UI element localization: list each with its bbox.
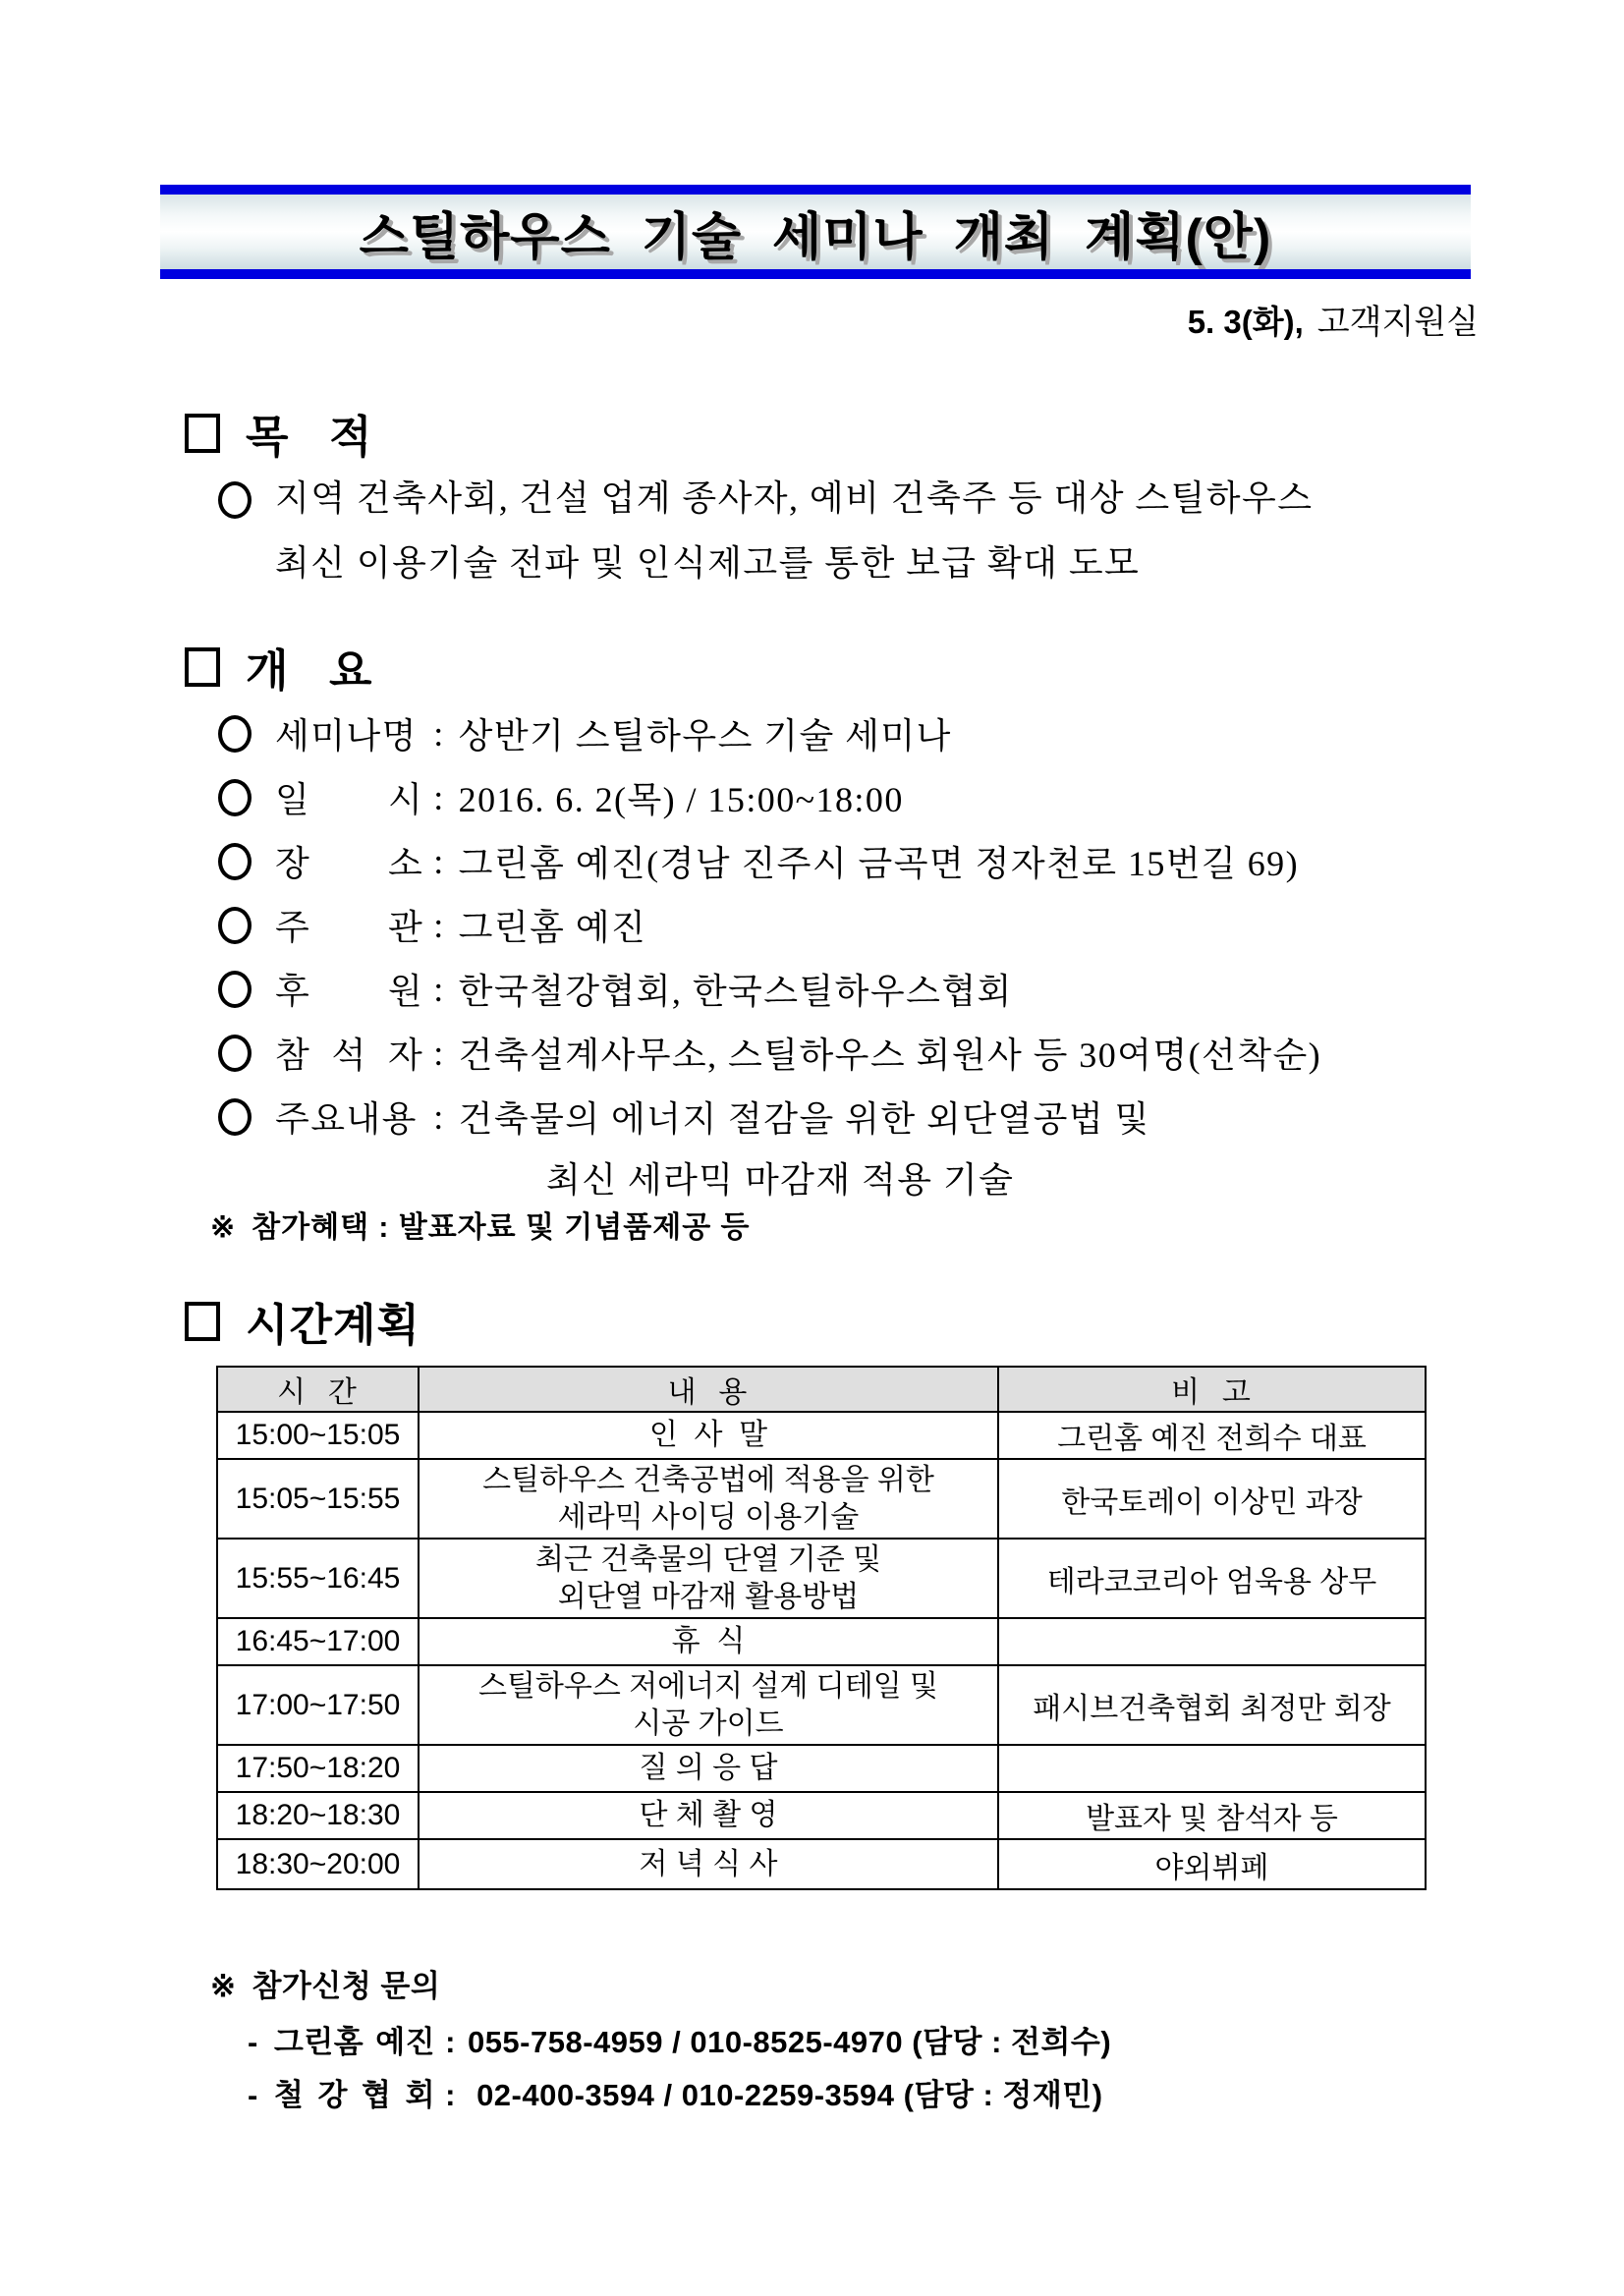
- schedule-table: [216, 1366, 1427, 1890]
- cell-note: 패시브건축협회 최정만 회장: [998, 1665, 1426, 1745]
- cell-note: 한국토레이 이상민 과장: [998, 1459, 1426, 1539]
- label-separator: :: [433, 713, 445, 754]
- circle-bullet-icon: [218, 779, 252, 816]
- reference-mark-icon: ※: [210, 1969, 237, 2003]
- overview-value: 건축설계사무소, 스틸하우스 회원사 등 30여명(선착순): [458, 1036, 1322, 1075]
- cell-content: 스틸하우스 저에너지 설계 디테일 및 시공 가이드: [419, 1665, 998, 1745]
- cell-time: 15:00~15:05: [217, 1412, 419, 1459]
- table-row: [217, 1618, 1426, 1665]
- contact-value: 055-758-4959 / 010-8525-4970 (담당 : 전희수): [467, 2025, 1112, 2059]
- section-heading-purpose: [185, 401, 372, 465]
- col-header-note: 비 고: [998, 1367, 1426, 1412]
- cell-content: 최근 건축물의 단열 기준 및 외단열 마감재 활용방법: [419, 1539, 998, 1618]
- overview-heading-label: 개 요: [246, 645, 373, 696]
- purpose-heading-label: 목 적: [246, 412, 373, 462]
- label-separator: :: [433, 841, 445, 881]
- overview-label: 세미나명: [275, 716, 418, 756]
- dash-bullet: -: [248, 2025, 258, 2059]
- cell-content: 스틸하우스 건축공법에 적용을 위한 세라믹 사이딩 이용기술: [419, 1459, 998, 1539]
- table-row: [217, 1539, 1426, 1618]
- date-text: 5. 3(화),: [1187, 304, 1304, 340]
- dash-bullet: -: [248, 2078, 258, 2112]
- table-row: [217, 1665, 1426, 1745]
- square-bullet-icon: [185, 647, 220, 687]
- overview-item-datetime: [218, 765, 1495, 829]
- dept-text: 고객지원실: [1316, 305, 1479, 341]
- overview-item-attendees: [218, 1021, 1495, 1085]
- purpose-text: [275, 466, 1513, 595]
- overview-value: 그린홈 예진: [458, 908, 647, 947]
- schedule-table-wrapper: [216, 1366, 1425, 1890]
- circle-bullet-icon: [218, 971, 252, 1008]
- cell-note: 테라코코리아 엄욱용 상무: [998, 1539, 1426, 1618]
- overview-item-host: [218, 893, 1495, 957]
- section-heading-overview: [185, 635, 372, 699]
- label-separator: :: [433, 1096, 445, 1137]
- contact-value: 02-400-3594 / 010-2259-3594 (담당 : 정재민): [467, 2078, 1103, 2112]
- square-bullet-icon: [185, 414, 220, 453]
- cell-content: 단 체 촬 영: [419, 1792, 998, 1839]
- title-banner: [160, 185, 1471, 279]
- circle-bullet-icon: [218, 1098, 252, 1136]
- contact-heading-text: 참가신청 문의: [252, 1969, 441, 2003]
- overview-value: 2016. 6. 2(목) / 15:00~18:00: [458, 780, 904, 819]
- overview-label: 주요내용: [275, 1099, 418, 1139]
- date-dept-line: [1188, 295, 1479, 343]
- circle-bullet-icon: [218, 715, 252, 753]
- overview-item-place: [218, 829, 1495, 893]
- contact-heading: [210, 1961, 1111, 2005]
- cell-note: [998, 1618, 1426, 1665]
- table-row: [217, 1839, 1426, 1889]
- circle-bullet-icon: [218, 481, 252, 519]
- circle-bullet-icon: [218, 843, 252, 880]
- purpose-bullet: [218, 466, 1513, 595]
- cell-time: 15:05~15:55: [217, 1459, 419, 1539]
- reference-mark-icon: ※: [210, 1211, 237, 1244]
- overview-item-sponsor: [218, 957, 1495, 1021]
- section-heading-schedule: [185, 1289, 420, 1353]
- table-row: [217, 1412, 1426, 1459]
- overview-value: 상반기 스틸하우스 기술 세미나: [458, 716, 952, 756]
- banner-body: [160, 195, 1471, 269]
- contact-item-greenhome: [210, 2027, 1111, 2058]
- cell-content: 휴 식: [419, 1618, 998, 1665]
- cell-time: 16:45~17:00: [217, 1618, 419, 1665]
- overview-value: 건축물의 에너지 절감을 위한 외단열공법 및: [458, 1099, 1150, 1139]
- label-separator: :: [433, 777, 445, 817]
- table-header-row: [217, 1367, 1426, 1412]
- overview-item-seminar-name: [218, 701, 1495, 765]
- circle-bullet-icon: [218, 1035, 252, 1072]
- cell-note: 그린홈 예진 전희수 대표: [998, 1412, 1426, 1459]
- benefit-text: 참가혜택 : 발표자료 및 기념품제공 등: [252, 1211, 751, 1244]
- cell-note: 발표자 및 참석자 등: [998, 1792, 1426, 1839]
- contact-label: 철 강 협 회: [273, 2078, 436, 2112]
- cell-time: 18:20~18:30: [217, 1792, 419, 1839]
- cell-note: 야외뷔페: [998, 1839, 1426, 1889]
- label-separator: :: [433, 969, 445, 1009]
- contact-label: 그린홈 예진: [273, 2025, 436, 2059]
- overview-label: 일 시: [275, 780, 424, 819]
- cell-time: 17:50~18:20: [217, 1745, 419, 1792]
- overview-value: 그린홈 예진(경남 진주시 금곡면 정자천로 15번길 69): [458, 844, 1300, 883]
- banner-top-bar: [160, 185, 1471, 195]
- table-row: [217, 1745, 1426, 1792]
- square-bullet-icon: [185, 1302, 220, 1341]
- document-title: 스틸하우스 기술 세미나 개최 계획(안): [359, 208, 1272, 266]
- overview-item-topics: [218, 1085, 1495, 1148]
- table-row: [217, 1792, 1426, 1839]
- cell-content: 저 녁 식 사: [419, 1839, 998, 1889]
- cell-content: 질 의 응 답: [419, 1745, 998, 1792]
- overview-label: 참 석 자: [275, 1036, 424, 1075]
- cell-time: 18:30~20:00: [217, 1839, 419, 1889]
- purpose-line-1: 지역 건축사회, 건설 업계 종사자, 예비 건축주 등 대상 스틸하우스: [275, 478, 1314, 518]
- overview-topics-continuation: 최신 세라믹 마감재 적용 기술: [546, 1160, 1015, 1200]
- table-row: [217, 1459, 1426, 1539]
- col-header-content: 내 용: [419, 1367, 998, 1412]
- contact-section: [210, 1961, 1111, 2111]
- schedule-heading-label: 시간계획: [246, 1300, 420, 1350]
- overview-label: 후 원: [275, 972, 424, 1011]
- benefit-note: [210, 1203, 751, 1246]
- cell-content: 인 사 말: [419, 1412, 998, 1459]
- contact-item-steel-assoc: [210, 2080, 1111, 2111]
- label-separator: :: [445, 2025, 456, 2059]
- label-separator: :: [433, 1033, 445, 1073]
- overview-label: 주 관: [275, 908, 424, 947]
- label-separator: :: [433, 905, 445, 945]
- cell-note: [998, 1745, 1426, 1792]
- purpose-line-2: 최신 이용기술 전파 및 인식제고를 통한 보급 확대 도모: [275, 543, 1141, 583]
- cell-time: 17:00~17:50: [217, 1665, 419, 1745]
- circle-bullet-icon: [218, 907, 252, 944]
- cell-time: 15:55~16:45: [217, 1539, 419, 1618]
- overview-list: [218, 701, 1495, 1212]
- overview-value: 한국철강협회, 한국스틸하우스협회: [458, 972, 1013, 1011]
- label-separator: :: [445, 2078, 456, 2112]
- banner-bottom-bar: [160, 269, 1471, 279]
- overview-label: 장 소: [275, 844, 424, 883]
- col-header-time: 시 간: [217, 1367, 419, 1412]
